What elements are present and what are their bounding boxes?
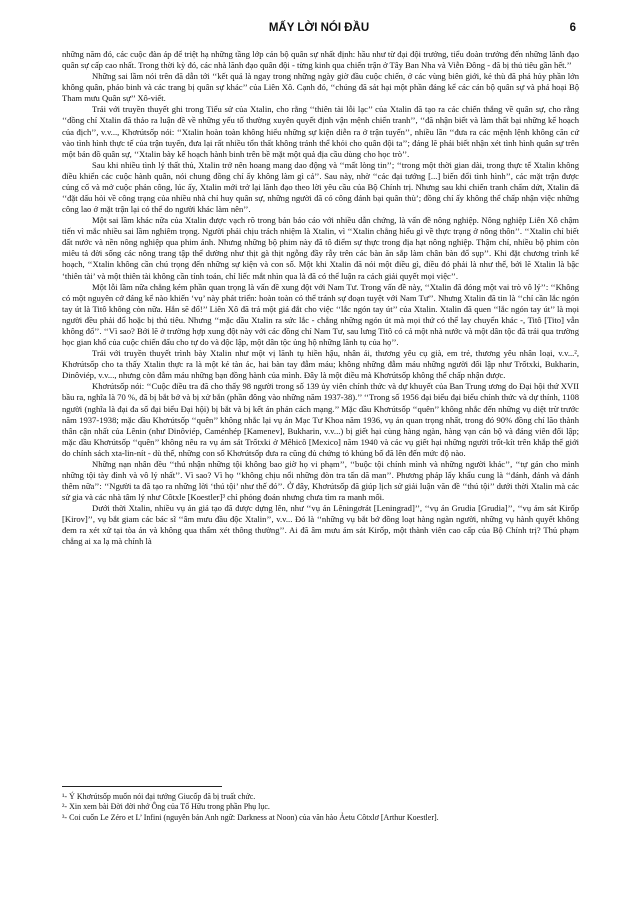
page-header (62, 22, 576, 40)
paragraph: Những nạn nhân đều ‘‘thú nhận những tội không bao giờ họ vi phạm’’, ‘‘buộc tội chính mình và những người khác’’, ‘‘tự gán cho mình những tội tày đình và vô lý nhất’’. Vì sao? Vì họ ‘‘không chịu nổi những đòn tra tấn dã man’’. Phương pháp lấy khẩu cung là ‘‘đánh, đánh và đánh thêm nữa’’: ‘‘Người ta đã tạo ra những lời ‘thú tội’ như thế đó’’. Ở đây, Khơrútsốp đã giúp lịch sử giải luận văn đề ‘‘thú tội’’ dưới thời Xtalin mà các sử gia và các nhà tâm lý như Côtxle [Koestler]³ chỉ phỏng đoán nhưng chưa tìm ra manh mối. (62, 458, 579, 503)
paragraph: Trái với truyền thuyết trình bày Xtalin như một vị lãnh tụ hiền hậu, nhân ái, thương yêu cụ già, em trẻ, thương yêu nhân loại, v.v...², Khơrútsốp cho ta thấy Xtalin thực ra là một kẻ tàn ác, hai bàn tay đẫm máu; không những đẫm máu những người đối lập như Trốtxki, Bukharin, Dinôviép, v.v..., nhưng còn đẫm máu những bạn đồng hành của mình. Đây là một điều mà Khơrútsốp không thể chấp nhận được. (62, 348, 579, 381)
footnote: ¹- Ý Khơrútsốp muốn nói đại tướng Giucốp đã bị truất chức. (62, 792, 256, 801)
paragraph: Những sai lầm nói trên đã dẫn tới ‘‘kết quả là ngay trong những ngày giờ đầu cuộc chiến, ở các vùng biên giới, kẻ thù đã phá hủy phần lớn không quân, pháo binh và các trang bị quân sự khác’’ của Liên Xô. Cạnh đó, ‘‘chúng đã sát hại một phần đáng kể các cán bộ quân sự và phá hoại Bộ Tham mưu Quân sự’’ Xô-viết. (62, 71, 579, 104)
paragraph: Sau khi nhiều tình lý thất thủ, Xtalin trở nên hoang mang dao động và ‘‘mất lòng tin’’; ‘‘trong một thời gian dài, trong thực tế Xtalin không điều khiển các cuộc hành quân, nói chung đồng chí ấy không làm gì cả’’. Sau này, nhờ ‘‘các đại tướng [...] biến đổi tình hình’’, các mặt trận được củng cố và mở cuộc phản công, lúc ấy, Xtalin mới trở lại lãnh đạo theo lời yêu cầu của Bộ Chính trị. Nhưng sau khi chiến tranh chấm dứt, Xtalin đã ‘‘đặt dấu hỏi về công trạng của nhiều nhà chỉ huy quân sự, những người đã có công đánh bại quân thù’; đồng chí ấy không thể chấp nhận việc những công lao ở mặt trận lại có thể do người khác làm nên’’. (62, 159, 579, 215)
footnote: ²- Xin xem bài Đời đời nhớ Ông của Tố Hữu trong phần Phụ lục. (62, 802, 270, 812)
footnote-divider (62, 786, 222, 787)
paragraph: Dưới thời Xtalin, nhiều vụ án giả tạo đã được dựng lên, như ‘‘vụ án Lêningơrát [Leningrad]’’, ‘‘vụ án Grudia [Grudia]’’, ‘‘vụ ám sát Kirốp [Kirov]’’, vụ bắt giam các bác sĩ ‘‘âm mưu đầu độc Xtalin’’, v.v... Đó là ‘‘những vụ bắt bớ đồng loạt hàng ngàn người, những vụ hành quyết không đem ra xét xử tại tòa án và không qua thẩm xét thông thường’’. Ai đã âm mưu ám sát Kirốp, một thành viên cao cấp của Bộ Chính trị? Thủ phạm chẳng ai xa lạ mà chính là (62, 503, 579, 547)
paragraph: Trái với truyền thuyết ghi trong Tiểu sử của Xtalin, cho rằng ‘‘thiên tài lỗi lạc’’ của Xtalin đã tạo ra các chiến thắng về quân sự, cho rằng ‘‘đồng chí Xtalin đã thảo ra luận đề về những yếu tố thường xuyên quyết định vận mệnh chiến tranh’’, ‘‘đã nhận biết và làm thất bại những kế hoạch của địch’’, v.v..., Khơrútsốp nói: ‘‘Xtalin hoàn toàn không hiểu những sự kiện diễn ra ở trận tuyến’’, nhiều lần ‘‘đưa ra các mệnh lệnh không căn cứ vào tình hình thực tế của trận tuyến, đưa lại rất nhiều tổn thất không tránh thể khỏi cho quân đội ta’’; đáng lẽ phải biết nhận xét tình hình quân sự trên một bản đồ quân sự, ‘‘Xtalin bày kế hoạch hành binh trên bề mặt một quả địa cầu dùng cho học trò’’. (62, 104, 579, 159)
paragraph: Khơrútsốp nói: ‘‘Cuộc điều tra đã cho thấy 98 người trong số 139 ủy viên chính thức và dự khuyết của Ban Trung ương do Đại hội thứ XVII bầu ra, nghĩa là 70 %, đã bị bắt bớ và bị xử bắn (phần đông vào những năm 1937-38).’’ ‘‘Trong số 1956 đại biểu đại biểu chính thức và dự thính, 1108 người (nghĩa là đại đa số đại biểu Đại hội) bị bắt và bị kết án phản cách mạng.’’ Mặc dầu Khơrútsốp ‘‘quên’’ không nhắc đến những vụ diệt trừ trước năm 1937-1938; mặc dầu Khơrútsốp ‘‘quên’’ không nhắc lại vụ án Mạc Tư Khoa năm 1936, vụ án quan trọng nhất, trong đó 90% đồng chí lão thành thân cận nhất của Lênin (như Dinôviép, Caménhép [Kamenev], Bukharin, v.v...) bị giết hại cùng hàng ngàn, hàng vạn cán bộ và đảng viên đối lập; mặc dầu Khơrútsốp ‘‘quên’’ không nêu ra vụ ám sát Trốtxki ở Mêhicô [Mexico] năm 1940 và các vụ giết hại những người trốt-kít trên khắp thế giới do chính sách xta-lin-nít - dù thế, những con số Khơrútsốp đưa ra cũng đủ chứng tỏ khủng bố đã lên đến mức độ nào. (62, 381, 579, 458)
footnote: ³- Coi cuốn Le Zéro et L’ Infini (nguyên bản Anh ngữ: Darkness at Noon) của văn hào Ảetu Côtxlơ [Arthur Koestler]. (62, 812, 439, 822)
paragraph: những năm đó, các cuộc đàn áp để triệt hạ những tầng lớp cán bộ quân sự nhất định: hầu như từ đại đội trưởng, tiểu đoàn trưởng đến những lãnh đạo quân sự cấp cao nhất. Trong thời kỳ đó, các nhà lãnh đạo quân đội - từng kinh qua chiến trận ở Tây Ban Nha và Viễn Đông - đã bị thủ tiêu gần hết.’’ (62, 49, 579, 71)
page-number: 6 (569, 22, 576, 34)
body-text (62, 49, 579, 548)
paragraph: Một lỗi lầm nữa chẳng kém phần quan trọng là vấn đề xung đột với Nam Tư. Trong vấn đề này, ‘‘Xtalin đã đóng một vai trò vô lý’’: ‘‘Không có một nguyên cớ đáng kể nào khiến ‘vụ’ này phát triển: hoàn toàn có thể tránh sự đoạn tuyệt với Nam Tư’’. Nhưng Xtalin đã tin là ‘‘chỉ cần lắc ngón tay út là Titô không còn nữa. Hắn sẽ đổ!’’ Liên Xô đã trả một giá đắt cho việc ‘‘lắc ngón tay út’’ của Xtalin. Xtalin đã quen ‘‘lắc ngón tay út’’ là mọi người đều phải đổ hoặc bị thủ tiêu. Nhưng ‘‘mặc dầu Xtalin ra sức lắc - chẳng những ngón út mà mọi thứ có thể lay chuyển khác -, Titô [Tito] vẫn không đổ’’. ‘‘Vì sao? Bởi lẽ ở trường hợp xung đột này với các đồng chí Nam Tư, sau lưng Titô có cả một nhà nước và một dân tộc đã trải qua trường học gian khổ của cuộc chiến đấu cho tự do và độc lập, một dân tộc ủng hộ những lãnh tụ của họ’’. (62, 281, 579, 348)
footnotes (62, 792, 579, 823)
paragraph: Một sai lầm khác nữa của Xtalin được vạch rõ trong bản báo cáo với nhiều dẫn chứng, là vấn đề nông nghiệp. Nông nghiệp Liên Xô chậm tiến vì mắc nhiều sai lầm nghiêm trọng. Người phải chịu trách nhiệm là Xtalin, vì ‘‘Xtalin chẳng hiểu gì về thực trạng ở nông thôn’’. ‘‘Xtalin chỉ biết đất nước và nền nông nghiệp qua phim ảnh. Nhưng những bộ phim này đã tô điểm sự thực trong địa hạt nông nghiệp. Thậm chí, nhiều bộ phim còn miêu tả đời sống các nông trang tập thể dường như thịt gà thịt ngỗng đầy rẫy trên các bàn ăn sắp làm chân bàn đổ sụp’’. Khi đặt chương trình kế hoạch, ‘‘Xtalin không cần chú trọng đến những sự kiện và con số. Một khi Xtalin đã nói một điều gì, điều đó phải là như thế, bởi lẽ Xtalin là bậc ‘thiên tài’ và một thiên tài không cần tính toán, chỉ liếc mắt nhìn qua là đã có thể luận ra cách giải quyết mọi việc’’. (62, 215, 579, 281)
running-title: MẤY LỜI NÓI ĐẦU (268, 22, 370, 34)
